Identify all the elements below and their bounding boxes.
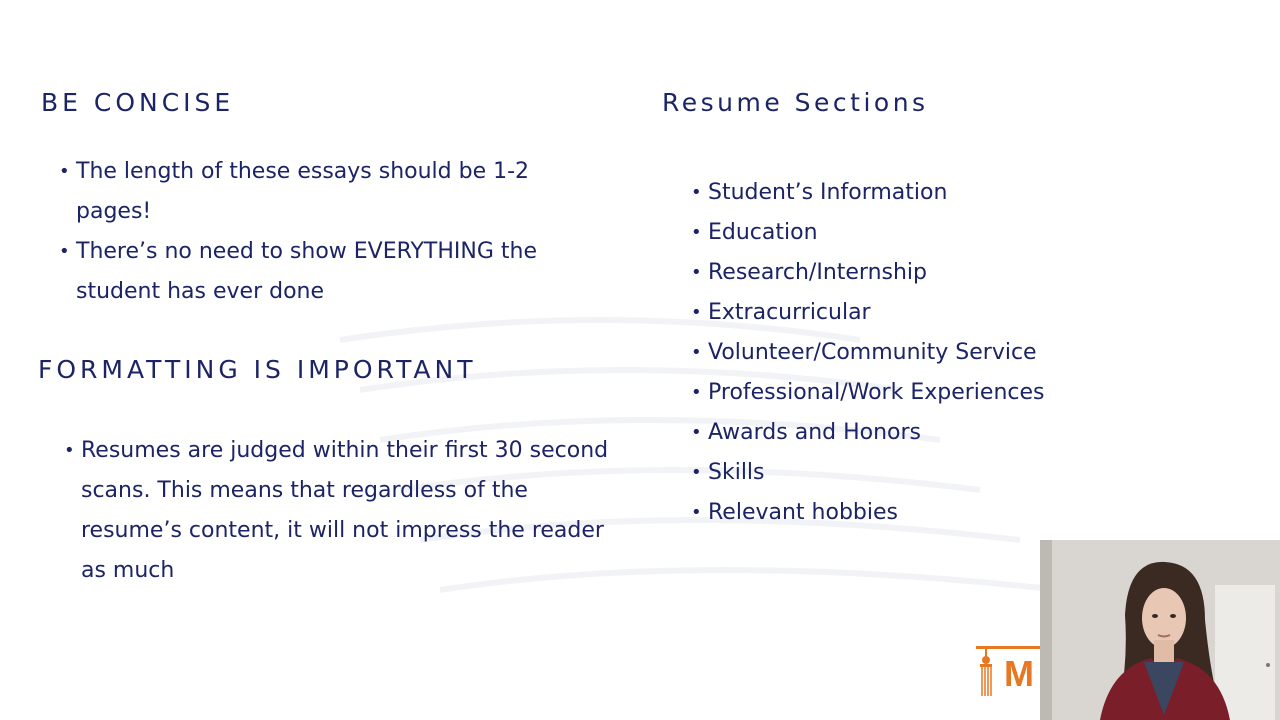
resume-sections-heading: Resume Sections [662, 88, 929, 117]
webcam-feed [1040, 540, 1280, 720]
list-item: • Professional/Work Experiences [691, 373, 1171, 413]
list-item: • Extracurricular [691, 293, 1171, 333]
list-item: • Student’s Information [691, 173, 1171, 213]
be-concise-list [59, 152, 579, 312]
list-item: • Skills [691, 453, 1171, 493]
presenter-video [1040, 540, 1280, 720]
resume-sections-list [691, 173, 1171, 533]
formatting-list [64, 431, 609, 591]
list-item: • There’s no need to show EVERYTHING the student has ever done [59, 232, 579, 312]
list-item: • Education [691, 213, 1171, 253]
list-item: • Research/Internship [691, 253, 1171, 293]
list-item: • Awards and Honors [691, 413, 1171, 453]
formatting-heading: FORMATTING IS IMPORTANT [38, 355, 477, 384]
list-item: • Relevant hobbies [691, 493, 1171, 533]
be-concise-heading: BE CONCISE [41, 88, 235, 117]
list-item: • Volunteer/Community Service [691, 333, 1171, 373]
logo-letter: M [1004, 653, 1034, 694]
brand-logo [972, 642, 1044, 702]
list-item: • Resumes are judged within their first 30 second scans. This means that regardless of the resume’s content, it will not impress the reader as much [64, 431, 609, 591]
list-item: • The length of these essays should be 1-2 pages! [59, 152, 579, 232]
